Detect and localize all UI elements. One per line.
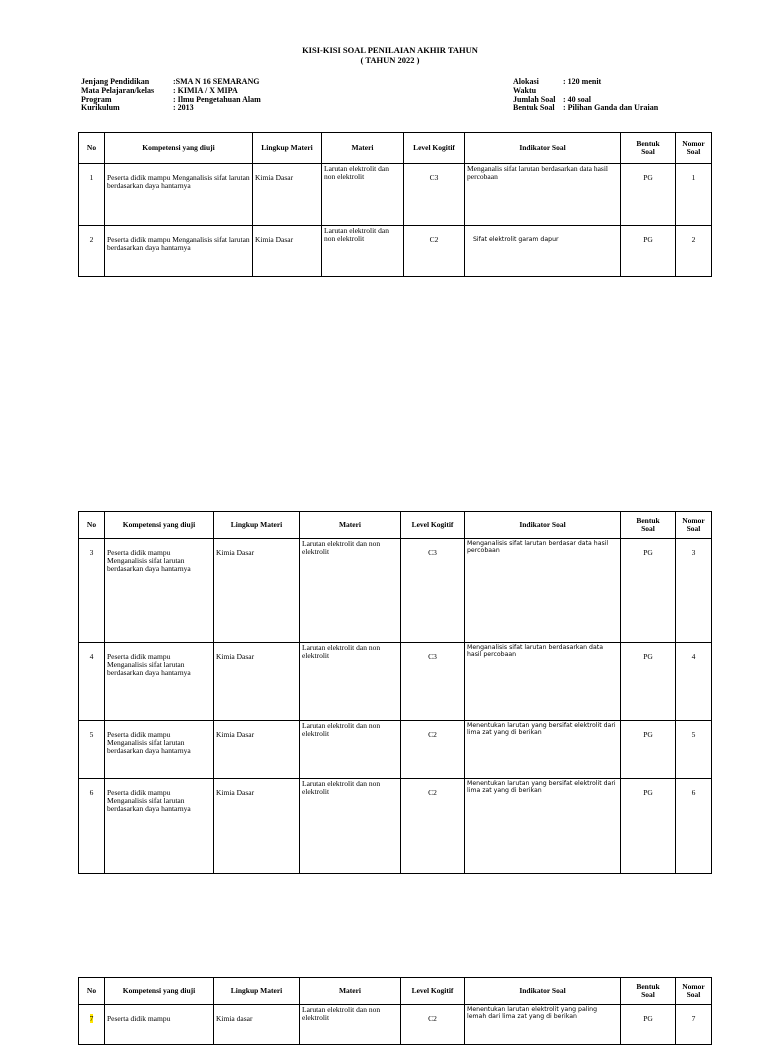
- col-nomor-line1: Nomor: [682, 139, 705, 148]
- cell-materi: Larutan elektrolit dan non elektrolit: [300, 721, 401, 779]
- cell-no: 4: [79, 643, 105, 721]
- cell-kompetensi: Peserta didik mampu Menganalisis sifat larutan berdasarkan daya hantarnya: [105, 539, 214, 643]
- cell-lingkup: Kimia dasar: [214, 1005, 300, 1045]
- cell-no: 1: [79, 164, 105, 226]
- cell-level: C2: [401, 1005, 465, 1045]
- cell-level: C3: [404, 164, 465, 226]
- col-bentuk-line2: Soal: [641, 524, 655, 533]
- cell-no: 3: [79, 539, 105, 643]
- col-bentuk: [621, 133, 676, 164]
- col-bentuk: [621, 512, 676, 539]
- info-value: : KIMIA / X MIPA: [173, 85, 238, 95]
- info-value: : 40 soal: [563, 94, 591, 104]
- col-nomor-line1: Nomor: [682, 982, 705, 991]
- cell-level: C2: [401, 721, 465, 779]
- cell-kompetensi: Peserta didik mampu Menganalisis sifat larutan berdasarkan daya hantarnya: [105, 164, 253, 226]
- document-subtitle: ( TAHUN 2022 ): [360, 55, 420, 65]
- info-value: : 120 menit: [563, 77, 602, 86]
- info-value: : 2013: [173, 103, 194, 113]
- table-header-row: [79, 978, 712, 1005]
- col-bentuk-line2: Soal: [641, 147, 655, 156]
- cell-kompetensi: Peserta didik mampu Menganalisis sifat larutan berdasarkan daya hantarnya: [105, 779, 214, 874]
- kisi-table-2: [78, 511, 712, 874]
- col-kompetensi: Kompetensi yang diuji: [105, 133, 253, 164]
- cell-kompetensi: Peserta didik mampu Menganalisis sifat larutan berdasarkan daya hantarnya: [105, 721, 214, 779]
- col-materi: Materi: [300, 512, 401, 539]
- table-header-row: [79, 133, 712, 164]
- col-nomor-line2: Soal: [686, 524, 701, 533]
- cell-bentuk: PG: [621, 779, 676, 874]
- cell-indikator: Menganalis sifat larutan berdasarkan data hasil percobaan: [465, 164, 621, 226]
- info-label: Jumlah Soal: [513, 94, 556, 104]
- col-level: Level Kogitif: [401, 512, 465, 539]
- col-nomor: [676, 978, 712, 1005]
- col-materi: Materi: [300, 978, 401, 1005]
- col-level: Level Kogitif: [401, 978, 465, 1005]
- cell-materi: Larutan elektrolit dan non elektrolit: [322, 226, 404, 277]
- col-lingkup: Lingkup Materi: [214, 978, 300, 1005]
- kisi-table-3: [78, 977, 712, 1045]
- col-level: Level Kogitif: [404, 133, 465, 164]
- cell-nomor: 5: [676, 721, 712, 779]
- cell-materi: Larutan elektrolit dan non elektrolit: [300, 539, 401, 643]
- cell-indikator: Menentukan larutan yang bersifat elektrolit dari lima zat yang di berikan: [465, 721, 621, 779]
- info-label: Program: [81, 94, 112, 104]
- cell-indikator: Menentukan larutan yang bersifat elektrolit dari lima zat yang di berikan: [465, 779, 621, 874]
- cell-lingkup: Kimia Dasar: [214, 643, 300, 721]
- table-row: [79, 539, 712, 643]
- table-row: [79, 1005, 712, 1045]
- cell-bentuk: PG: [621, 539, 676, 643]
- cell-bentuk: PG: [621, 721, 676, 779]
- table-row: [79, 164, 712, 226]
- cell-indikator: Menentukan larutan elektrolit yang paling lemah dari lima zat yang di berikan: [465, 1005, 621, 1045]
- col-no: No: [79, 978, 105, 1005]
- col-bentuk-line1: Bentuk: [636, 982, 660, 991]
- col-kompetensi: Kompetensi yang diuji: [105, 512, 214, 539]
- info-label: Bentuk Soal: [513, 103, 555, 113]
- cell-materi: Larutan elektrolit dan non elektrolit: [300, 779, 401, 874]
- col-bentuk-line1: Bentuk: [636, 139, 660, 148]
- cell-bentuk: PG: [621, 164, 676, 226]
- info-value: : Ilmu Pengetahuan Alam: [173, 94, 261, 104]
- cell-materi: Larutan elektrolit dan non elektrolit: [300, 643, 401, 721]
- kisi-table-1: [78, 132, 712, 277]
- table-row: [79, 721, 712, 779]
- cell-level: C3: [401, 539, 465, 643]
- info-label: Jenjang Pendidikan: [81, 77, 150, 86]
- cell-lingkup: Kimia Dasar: [214, 721, 300, 779]
- cell-no: [79, 1005, 105, 1045]
- col-kompetensi: Kompetensi yang diuji: [105, 978, 214, 1005]
- col-lingkup: Lingkup Materi: [253, 133, 322, 164]
- cell-indikator: Sifat elektrolit garam dapur: [465, 226, 621, 277]
- col-nomor-line2: Soal: [686, 990, 701, 999]
- col-no: No: [79, 512, 105, 539]
- col-bentuk: [621, 978, 676, 1005]
- cell-nomor: 2: [676, 226, 712, 277]
- info-label: Mata Pelajaran/kelas: [81, 85, 155, 95]
- info-value: : Pilihan Ganda dan Uraian: [563, 103, 659, 113]
- table-row: [79, 226, 712, 277]
- col-materi: Materi: [322, 133, 404, 164]
- table-row: [79, 643, 712, 721]
- col-indikator: Indikator Soal: [465, 512, 621, 539]
- col-indikator: Indikator Soal: [465, 133, 621, 164]
- cell-no: 2: [79, 226, 105, 277]
- cell-nomor: 4: [676, 643, 712, 721]
- cell-bentuk: PG: [621, 226, 676, 277]
- cell-lingkup: Kimia Dasar: [253, 226, 322, 277]
- cell-bentuk: PG: [621, 643, 676, 721]
- cell-nomor: 6: [676, 779, 712, 874]
- col-bentuk-line2: Soal: [641, 990, 655, 999]
- col-nomor: [676, 512, 712, 539]
- cell-lingkup: Kimia Dasar: [253, 164, 322, 226]
- info-label: Kurikulum: [81, 103, 120, 113]
- cell-indikator: Menganalisis sifat larutan berdasarkan data hasil percobaan: [465, 643, 621, 721]
- table-row: [79, 779, 712, 874]
- cell-nomor: 3: [676, 539, 712, 643]
- cell-kompetensi: Peserta didik mampu: [105, 1005, 214, 1045]
- cell-lingkup: Kimia Dasar: [214, 779, 300, 874]
- info-right: [513, 78, 658, 113]
- cell-nomor: 1: [676, 164, 712, 226]
- col-nomor-line2: Soal: [686, 147, 701, 156]
- col-no: No: [79, 133, 105, 164]
- info-left: [81, 78, 261, 113]
- cell-bentuk: PG: [621, 1005, 676, 1045]
- cell-materi: Larutan elektrolit dan non elektrolit: [300, 1005, 401, 1045]
- cell-indikator: Menganalisis sifat larutan berdasar data hasil percobaan: [465, 539, 621, 643]
- cell-level: C2: [404, 226, 465, 277]
- col-nomor: [676, 133, 712, 164]
- cell-nomor: 7: [676, 1005, 712, 1045]
- document-title: KISI-KISI SOAL PENILAIAN AKHIR TAHUN: [302, 45, 478, 55]
- cell-level: C3: [401, 643, 465, 721]
- col-nomor-line1: Nomor: [682, 516, 705, 525]
- col-indikator: Indikator Soal: [465, 978, 621, 1005]
- highlighted-number: 7: [89, 1014, 94, 1023]
- table-header-row: [79, 512, 712, 539]
- cell-materi: Larutan elektrolit dan non elektrolit: [322, 164, 404, 226]
- cell-level: C2: [401, 779, 465, 874]
- col-lingkup: Lingkup Materi: [214, 512, 300, 539]
- cell-kompetensi: Peserta didik mampu Menganalisis sifat larutan berdasarkan daya hantarnya: [105, 643, 214, 721]
- cell-kompetensi: Peserta didik mampu Menganalisis sifat larutan berdasarkan daya hantarnya: [105, 226, 253, 277]
- cell-no: 6: [79, 779, 105, 874]
- cell-lingkup: Kimia Dasar: [214, 539, 300, 643]
- info-label: Alokasi Waktu: [513, 77, 539, 95]
- info-value: :SMA N 16 SEMARANG: [173, 77, 260, 86]
- cell-no: 5: [79, 721, 105, 779]
- col-bentuk-line1: Bentuk: [636, 516, 660, 525]
